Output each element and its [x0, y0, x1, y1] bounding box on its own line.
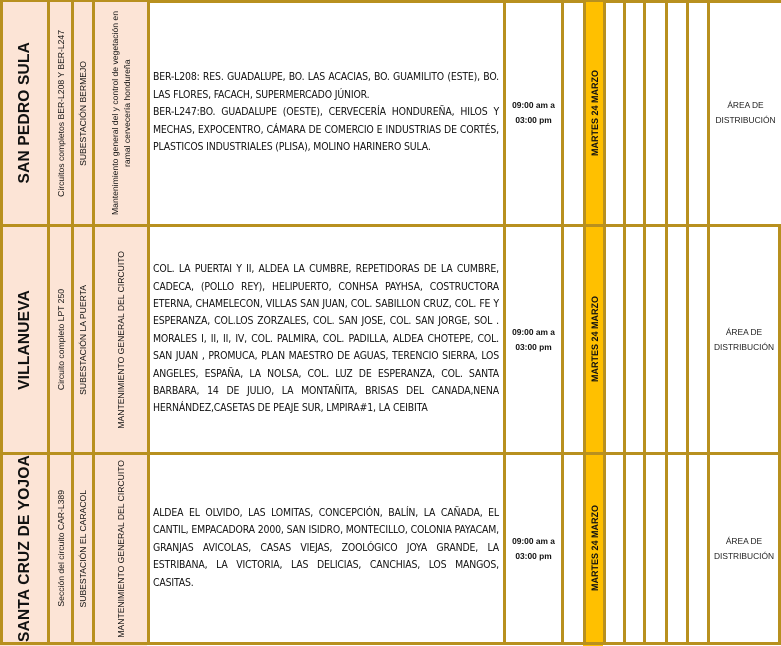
substation-label: SUBESTACIÓN EL CARACOL	[78, 489, 88, 608]
area-line-1: ÁREA DE	[725, 326, 763, 337]
city-name: VILLANUEVA	[16, 289, 33, 390]
work-cell	[92, 227, 147, 452]
affected-areas-line: BER-L208: RES. GUADALUPE, BO. LAS ACACIAS, BO. GUAMILITO (ESTE), BO. LAS FLORES, FACACH, SUPERMERCADO JÚNIOR.	[153, 71, 499, 101]
blank-cell	[665, 227, 686, 452]
time-end: 03:00 pm	[515, 341, 552, 352]
blank-cell	[561, 455, 583, 642]
circuit-label: Sección del circuito CAR-L389	[55, 490, 66, 607]
affected-areas-line: COL. LA PUERTAI Y II, ALDEA LA CUMBRE, REPETIDORAS DE LA CUMBRE, CADECA, (POLLO REY), HELIPUERTO, CONHSA PAYHSA, COSTRUCTORA ETERNA, CHAMELECON, VILLAS SAN JUAN, COL. SABILLON CRUZ, COL. FE Y ESPERANZA, COL.LOS ZORZALES, COL. SAN JOSE, COL. SAN JORGE, SOL . MORALES I, II, II, IV, COL. PALMIRA, COL. PADILLA, ALDEA CHOTEPE, COL. SAN JUAN , PROMUCA, PLAN MAESTRO DE AGUAS, TERENCIO SIERRA, LOS ANGELES, ESPAÑA, LA NOLSA, COL. LUZ DE ESPERANZA, COL. SANTA BARBARA, 14 DE JULIO, LA MONTAÑITA, BRISAS DEL CANADA,NENA HERNÁNDEZ,CASETAS DE PEAJE SUR, LMPIRA#1, LA CEIBITA	[153, 263, 499, 415]
area-line-2: DISTRIBUCIÓN	[715, 115, 776, 125]
date-cell	[583, 227, 603, 452]
blank-cell	[623, 2, 643, 224]
time-cell	[503, 227, 561, 452]
work-description: MANTENIMIENTO GENERAL DEL CIRCUITO	[116, 250, 126, 429]
city-cell	[0, 227, 47, 452]
work-cell	[92, 2, 147, 224]
affected-areas-line: BER-L247:BO. GUADALUPE (OESTE), CERVECERÍA HONDUREÑA, HILOS Y MECHAS, EXPOCENTRO, CÁMARA DE COMERCIO E INDUSTRIAS DE CORTÉS, PLASTICOS INDUSTRIALES (PLISA), MOLINO HARINERO SULA.	[153, 106, 499, 154]
blank-cell	[623, 455, 643, 642]
table-row-san-pedro-sula	[0, 2, 781, 224]
date-cell	[583, 455, 603, 642]
responsible-area-cell	[707, 2, 781, 224]
time-start: 09:00 am a	[512, 100, 555, 110]
time-end: 03:00 pm	[515, 115, 552, 125]
date-label: MARTES 24 MARZO	[589, 505, 600, 592]
blank-cell	[643, 227, 665, 452]
blank-cell	[603, 227, 623, 452]
blank-cell	[665, 455, 686, 642]
blank-cell	[603, 455, 623, 642]
city-name: SAN PEDRO SULA	[16, 42, 33, 184]
city-cell	[0, 2, 47, 224]
blank-cell	[561, 227, 583, 452]
city-name: SANTA CRUZ DE YOJOA	[16, 455, 33, 642]
blank-cell	[686, 227, 707, 452]
substation-cell	[71, 227, 92, 452]
responsible-area-cell	[707, 227, 778, 452]
substation-label: SUBESTACIÓN LA PUERTA	[78, 284, 88, 395]
circuit-cell	[47, 227, 71, 452]
responsible-area-cell	[707, 455, 778, 642]
work-description: MANTENIMIENTO GENERAL DEL CIRCUITO	[116, 459, 126, 638]
blank-cell	[603, 2, 623, 224]
blank-cell	[686, 2, 707, 224]
area-line-2: DISTRIBUCIÓN	[713, 550, 775, 561]
table-row-villanueva	[0, 227, 781, 452]
work-cell	[92, 455, 147, 642]
circuit-cell	[47, 455, 71, 642]
blank-cell	[643, 455, 665, 642]
substation-label: SUBESTACIÓN BERMEJO	[78, 60, 88, 166]
circuit-cell	[47, 2, 71, 224]
circuit-label: Circuito completo LPT 250	[55, 288, 66, 391]
time-end: 03:00 pm	[515, 550, 552, 561]
time-start: 09:00 am a	[512, 326, 555, 337]
area-line-1: ÁREA DE	[725, 535, 763, 546]
time-start: 09:00 am a	[512, 535, 555, 546]
blank-cell	[561, 2, 583, 224]
date-label: MARTES 24 MARZO	[589, 296, 600, 383]
blank-cell	[623, 227, 643, 452]
affected-areas-cell	[147, 455, 503, 642]
substation-cell	[71, 2, 92, 224]
time-cell	[503, 455, 561, 642]
affected-areas-line: ALDEA EL OLVIDO, LAS LOMITAS, CONCEPCIÓN, BALÍN, LA CAÑADA, EL CANTIL, EMPACADORA 2000, SAN ISIDRO, MONTECILLO, COLONIA PAYACAM, GRANJAS AVICOLAS, CASAS VIEJAS, ZOOLÓGICO JOYA GRANDE, LA ESTRIBANA, LA VICTORIA, LAS DELICIAS, CANCHIAS, LOS MANGOS, CASITAS.	[153, 506, 499, 589]
circuit-label: Circuitos completos BER-L208 Y BER-L247	[55, 29, 66, 197]
area-line-2: DISTRIBUCIÓN	[713, 341, 775, 352]
substation-cell	[71, 455, 92, 642]
table-row-santa-cruz-de-yojoa	[0, 455, 781, 642]
blank-cell	[643, 2, 665, 224]
city-cell	[0, 455, 47, 642]
date-label: MARTES 24 MARZO	[589, 69, 600, 156]
area-line-1: ÁREA DE	[727, 100, 764, 110]
time-cell	[503, 2, 561, 224]
affected-areas-cell	[147, 2, 503, 224]
work-description: Mantenimiento general del y control de vegetación en ramal cervecería hondureña	[110, 11, 132, 215]
affected-areas-cell	[147, 227, 503, 452]
blank-cell	[686, 455, 707, 642]
blank-cell	[665, 2, 686, 224]
date-cell	[583, 2, 603, 224]
